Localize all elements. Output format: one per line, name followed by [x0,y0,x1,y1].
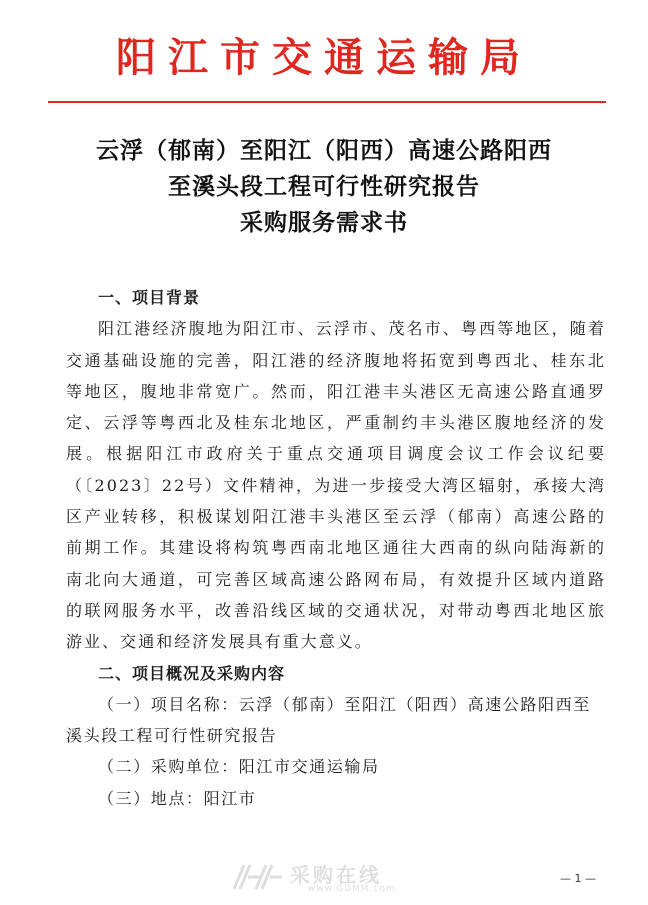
site-watermark [230,857,490,897]
title-line: 采购服务需求书 [240,209,408,236]
masthead-divider [48,101,606,103]
document-title [60,133,588,241]
section-heading-overview: 二、项目概况及采购内容 [98,663,286,683]
page-number: — 1 — [560,872,596,885]
overview-item-purchaser: （二）采购单位：阳江市交通运输局 [98,757,380,777]
section-heading-background: 一、项目背景 [98,288,201,307]
title-line: 至溪头段工程可行性研究报告 [168,173,480,200]
overview-item-location: （三）地点：阳江市 [98,788,257,808]
agency-masthead: 阳江市交通运输局 [116,34,532,81]
document-body [66,282,606,814]
watermark-logo-icon [230,859,286,893]
title-line: 云浮（郁南）至阳江（阳西）高速公路阳西 [96,137,552,164]
watermark-text: 采购在线 [290,863,382,887]
background-paragraph: 阳江港经济腹地为阳江市、云浮市、茂名市、粤西等地区，随着交通基础设施的完善，阳江港的经济腹地将拓宽到粤西北、桂东北等地区，腹地非常宽广。然而，阳江港丰头港区无高速公路直通罗定、云浮等粤西北及桂东北地区，严重制约丰头港区腹地经济的发展。根据阳江市政府关于重点交通项目调度会议工作会议纪要（〔2023〕22号）文件精神，为进一步接受大湾区辐射，承接大湾区产业转移，积极谋划阳江港丰头港区至云浮（郁南）高速公路的前期工作。其建设将构筑粤西南北地区通往大西南的纵向陆海新的南北向大通道，可完善区域高速公路网布局，有效提升区域内道路的联网服务水平，改善沿线区域的交通状况，对带动粤西北地区旅游业、交通和经济发展具有重大意义。 [66,319,606,652]
overview-item-project-name: （一）项目名称：云浮（郁南）至阳江（阳西）高速公路阳西至溪头段工程可行性研究报告 [66,694,591,746]
watermark-url: www.GDMM.com [308,884,396,894]
